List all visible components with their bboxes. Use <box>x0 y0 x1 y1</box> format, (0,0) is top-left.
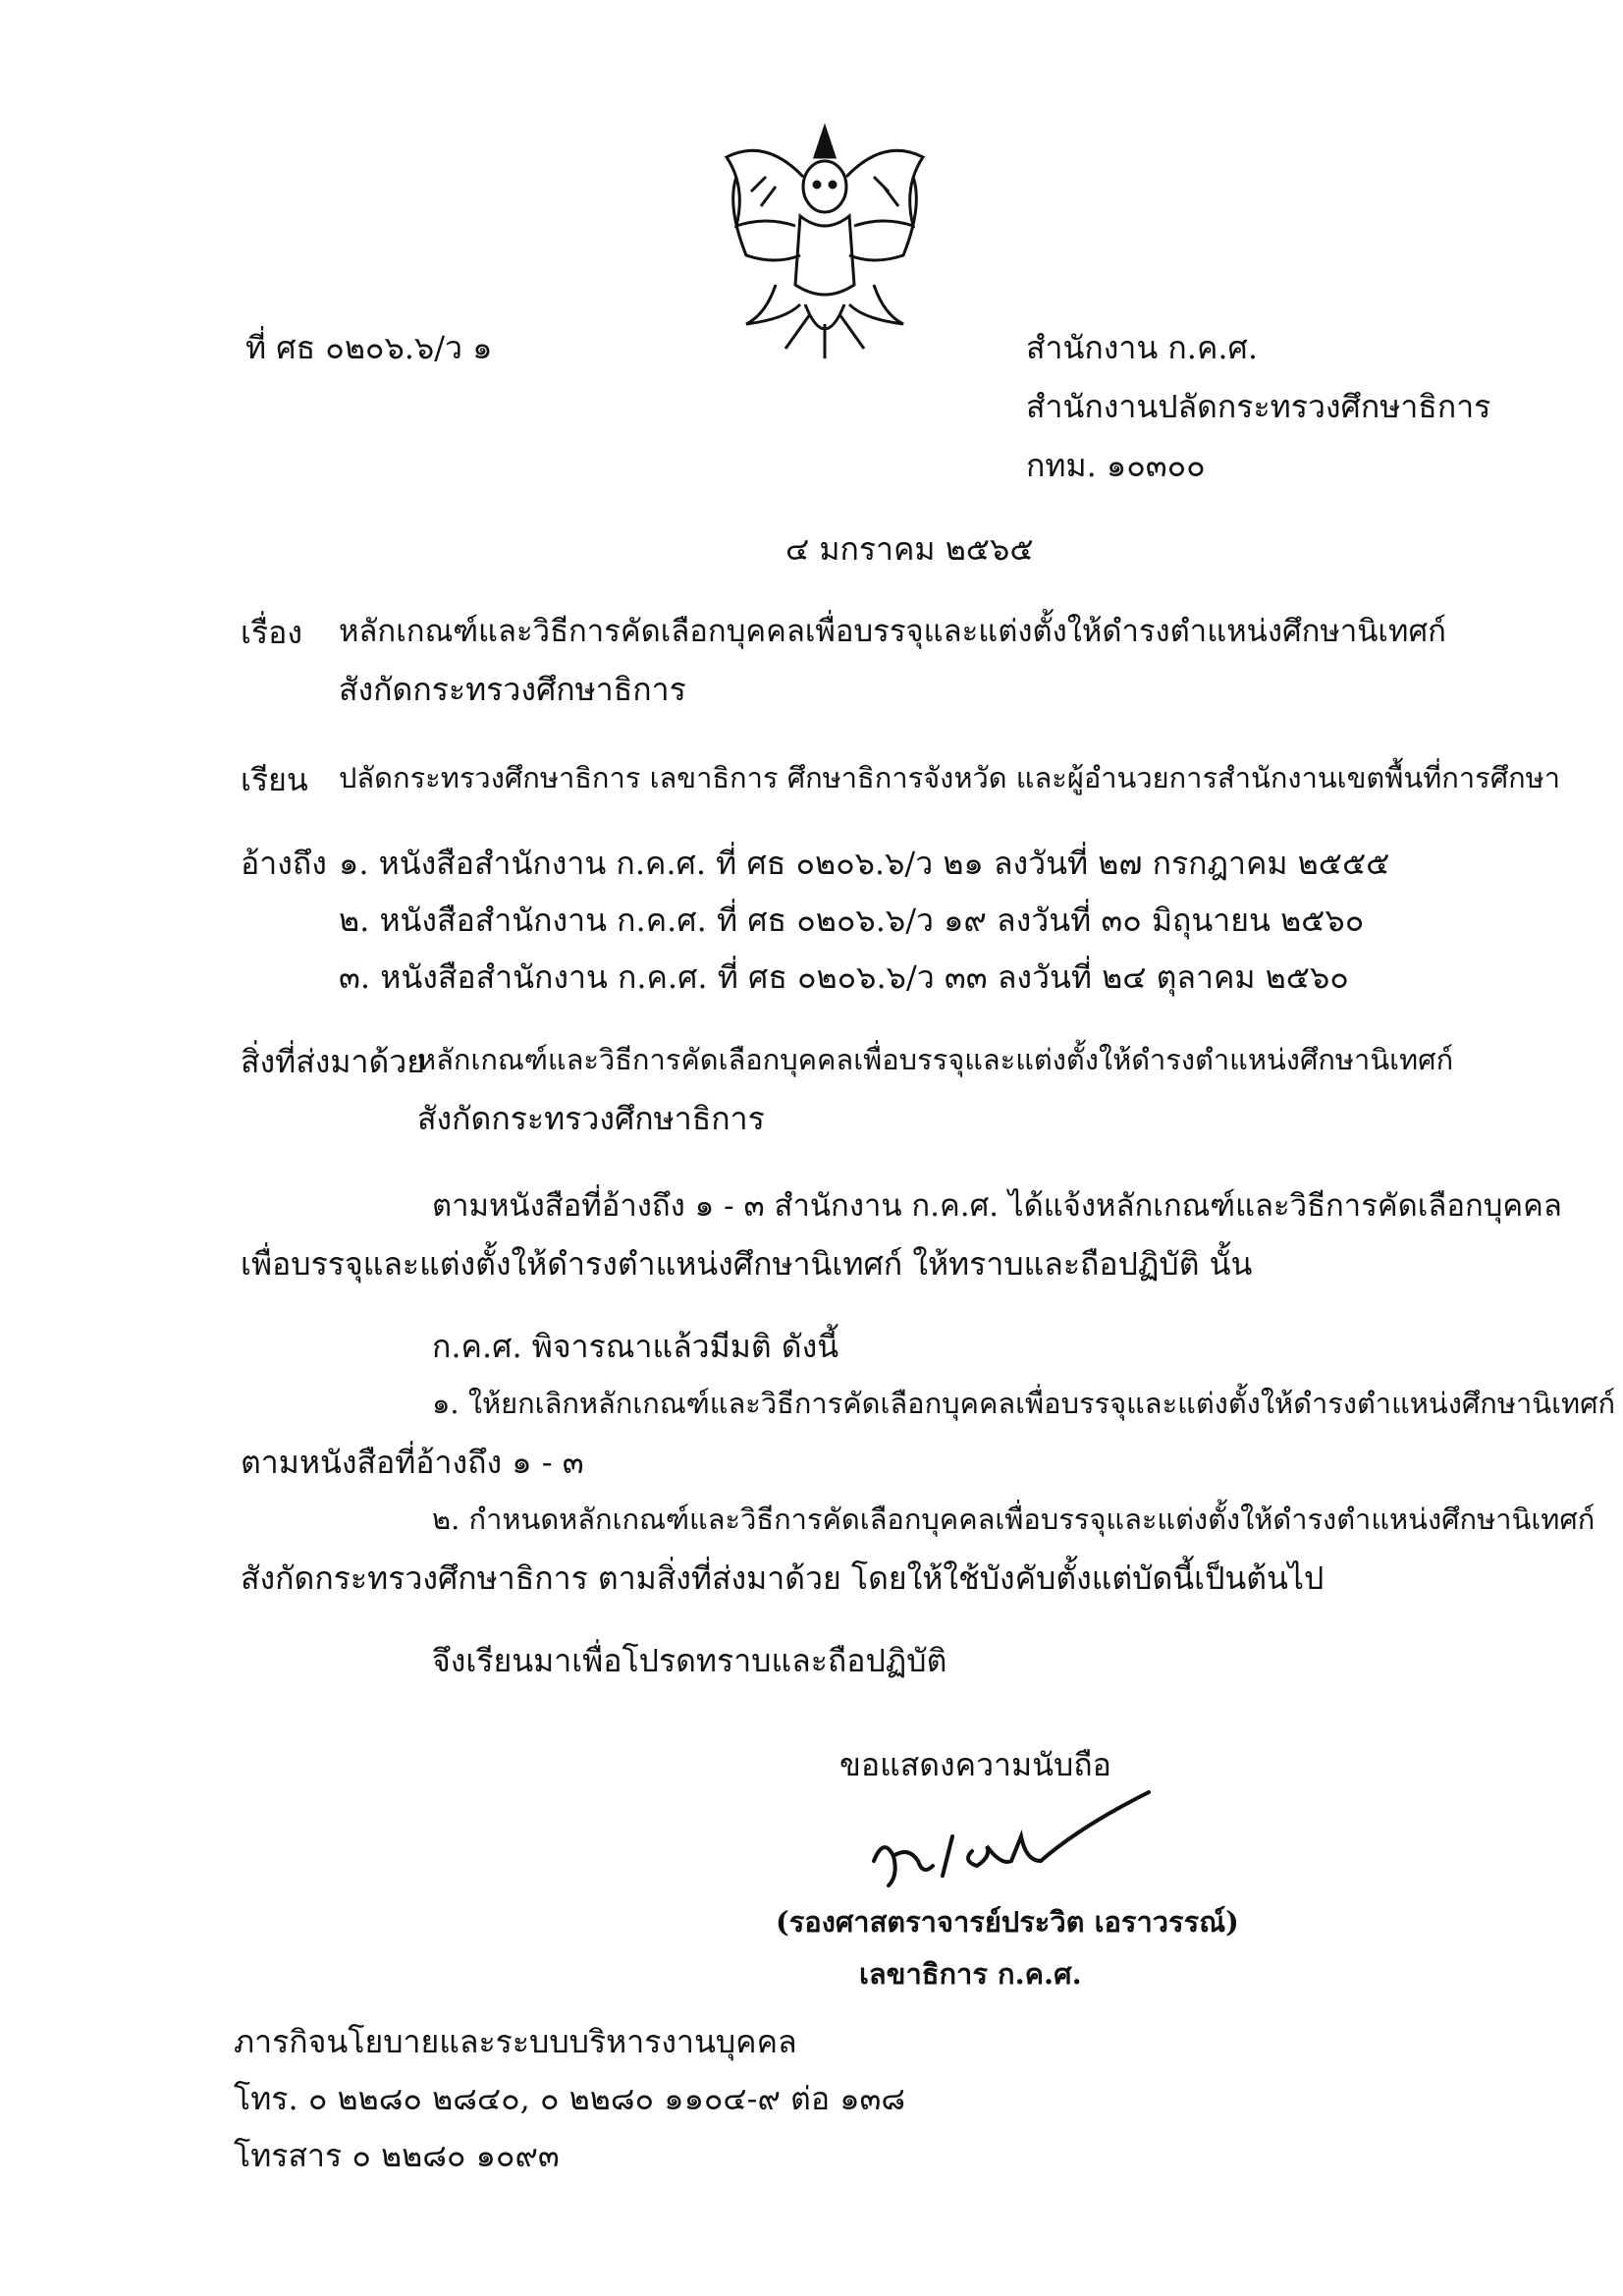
subject-line-2: สังกัดกระทรวงศึกษาธิการ <box>339 671 686 708</box>
footer-division: ภารกิจนโยบายและระบบบริหารงานบุคคล <box>234 2023 797 2060</box>
footer-fax: โทรสาร ๐ ๒๒๘๐ ๑๐๙๓ <box>234 2137 560 2174</box>
recipient-text: ปลัดกระทรวงศึกษาธิการ เลขาธิการ ศึกษาธิการจังหวัด และผู้อำนวยการสำนักงานเขตพื้นที่การศึกษา <box>339 761 1561 794</box>
reference-item-3: ๓. หนังสือสำนักงาน ก.ค.ศ. ที่ ศธ ๐๒๐๖.๖/ว ๓๓ ลงวันที่ ๒๔ ตุลาคม ๒๕๖๐ <box>339 958 1349 996</box>
body-item-2-line-1: ๒. กำหนดหลักเกณฑ์และวิธีการคัดเลือกบุคคลเพื่อบรรจุและแต่งตั้งให้ดำรงตำแหน่งศึกษานิเทศก์ <box>432 1503 1596 1536</box>
recipient-label: เรียน <box>241 761 308 798</box>
footer-phone: โทร. ๐ ๒๒๘๐ ๒๘๔๐, ๐ ๒๒๘๐ ๑๑๐๔-๙ ต่อ ๑๓๘ <box>234 2080 906 2117</box>
document-date: ๔ มกราคม ๒๕๖๕ <box>785 530 1034 568</box>
body-item-1-line-2: ตามหนังสือที่อ้างถึง ๑ - ๓ <box>241 1444 584 1481</box>
signatory-position: เลขาธิการ ก.ค.ศ. <box>859 1957 1082 1991</box>
agency-name: สำนักงาน ก.ค.ศ. <box>1026 329 1258 366</box>
signatory-name: (รองศาสตราจารย์ประวิต เอราวรรณ์) <box>776 1905 1239 1939</box>
enclosure-line-2: สังกัดกระทรวงศึกษาธิการ <box>417 1100 765 1137</box>
regards-text: ขอแสดงความนับถือ <box>839 1746 1111 1783</box>
reference-item-2: ๒. หนังสือสำนักงาน ก.ค.ศ. ที่ ศธ ๐๒๐๖.๖/ว ๑๙ ลงวันที่ ๓๐ มิถุนายน ๒๕๖๐ <box>339 902 1365 939</box>
body-item-1-line-1: ๑. ให้ยกเลิกหลักเกณฑ์และวิธีการคัดเลือกบุคคลเพื่อบรรจุและแต่งตั้งให้ดำรงตำแหน่งศึกษานิเทศก์ <box>432 1387 1616 1420</box>
signature-icon <box>864 1768 1159 1895</box>
enclosure-label: สิ่งที่ส่งมาด้วย <box>241 1043 425 1080</box>
body-closing: จึงเรียนมาเพื่อโปรดทราบและถือปฏิบัติ <box>432 1642 947 1679</box>
reference-number: ที่ ศธ ๐๒๐๖.๖/ว ๑ <box>245 329 493 366</box>
subject-line-1: หลักเกณฑ์และวิธีการคัดเลือกบุคคลเพื่อบรรจุและแต่งตั้งให้ดำรงตำแหน่งศึกษานิเทศก์ <box>339 614 1446 649</box>
reference-item-1: ๑. หนังสือสำนักงาน ก.ค.ศ. ที่ ศธ ๐๒๐๖.๖/ว ๒๑ ลงวันที่ ๒๗ กรกฎาคม ๒๕๕๕ <box>339 845 1390 882</box>
body-item-2-line-2: สังกัดกระทรวงศึกษาธิการ ตามสิ่งที่ส่งมาด้วย โดยให้ใช้บังคับตั้งแต่บัดนี้เป็นต้นไป <box>241 1559 1325 1597</box>
agency-office: สำนักงานปลัดกระทรวงศึกษาธิการ <box>1026 388 1491 425</box>
subject-label: เรื่อง <box>241 614 302 651</box>
body-para-2: ก.ค.ศ. พิจารณาแล้วมีมติ ดังนี้ <box>432 1328 839 1365</box>
agency-postcode: กทม. ๑๐๓๐๐ <box>1026 447 1206 484</box>
body-para-1-line-1: ตามหนังสือที่อ้างถึง ๑ - ๓ สำนักงาน ก.ค.ศ. ได้แจ้งหลักเกณฑ์และวิธีการคัดเลือกบุคคล <box>432 1188 1562 1224</box>
references-label: อ้างถึง <box>241 845 327 882</box>
garuda-emblem-icon <box>707 118 943 363</box>
body-para-1-line-2: เพื่อบรรจุและแต่งตั้งให้ดำรงตำแหน่งศึกษานิเทศก์ ให้ทราบและถือปฏิบัติ นั้น <box>241 1245 1253 1283</box>
enclosure-line-1: หลักเกณฑ์และวิธีการคัดเลือกบุคคลเพื่อบรรจุและแต่งตั้งให้ดำรงตำแหน่งศึกษานิเทศก์ <box>417 1043 1454 1076</box>
